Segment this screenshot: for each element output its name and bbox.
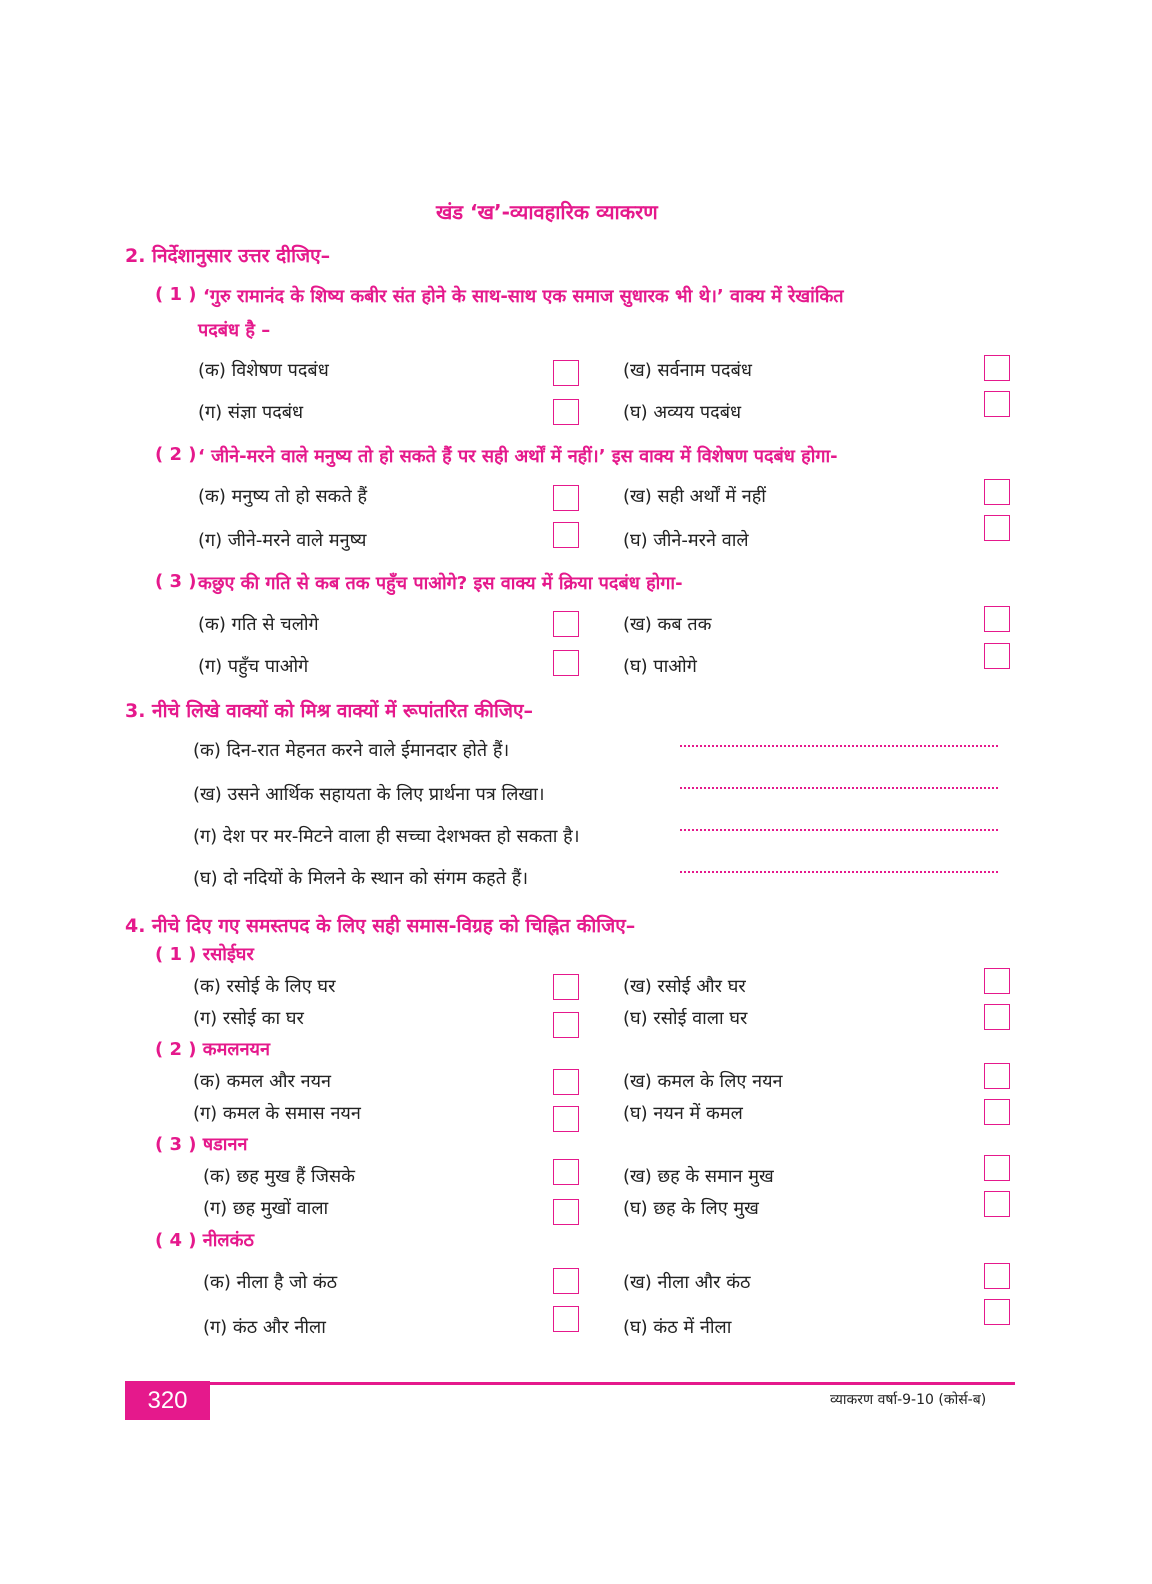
q2-p1-option-ga: (ग) संज्ञा पदबंध: [198, 402, 304, 423]
q4-part2-title: ( 2 ) कमलनयन: [155, 1039, 270, 1060]
q4-p1-checkbox-ga[interactable]: [553, 1012, 579, 1038]
q3-item-ga: (ग) देश पर मर-मिटने वाला ही सच्चा देशभक्त हो सकता है।: [193, 826, 580, 847]
q4-p3-checkbox-ka[interactable]: [553, 1159, 579, 1185]
q3-answer-line-gha[interactable]: [680, 871, 998, 873]
q2-p1-option-kha: (ख) सर्वनाम पदबंध: [623, 360, 752, 381]
q4-p4-option-ga: (ग) कंठ और नीला: [203, 1317, 326, 1338]
q4-p1-option-ka: (क) रसोई के लिए घर: [193, 976, 336, 997]
q3-answer-line-ga[interactable]: [680, 829, 998, 831]
question-2-heading: 2. निर्देशानुसार उत्तर दीजिए–: [125, 245, 331, 267]
q2-part2-number: ( 2 ): [155, 444, 197, 465]
q4-p2-checkbox-ga[interactable]: [553, 1106, 579, 1132]
q2-p1-checkbox-kha[interactable]: [984, 355, 1010, 381]
q4-p4-option-gha: (घ) कंठ में नीला: [623, 1317, 732, 1338]
section-title: खंड ‘ख’-व्यावहारिक व्याकरण: [436, 200, 658, 224]
page-number: 320: [125, 1381, 210, 1420]
q4-p1-option-kha: (ख) रसोई और घर: [623, 976, 746, 997]
q2-p3-option-gha: (घ) पाओगे: [623, 656, 697, 677]
q4-p2-option-ga: (ग) कमल के समास नयन: [193, 1103, 361, 1124]
q4-p3-checkbox-ga[interactable]: [553, 1199, 579, 1225]
q2-p3-checkbox-ga[interactable]: [553, 650, 579, 676]
q3-item-gha: (घ) दो नदियों के मिलने के स्थान को संगम कहते हैं।: [193, 868, 529, 889]
q3-answer-line-ka[interactable]: [680, 745, 998, 747]
q2-p1-option-ka: (क) विशेषण पदबंध: [198, 360, 329, 381]
q4-p3-option-ga: (ग) छह मुखों वाला: [203, 1198, 329, 1219]
q2-p2-checkbox-kha[interactable]: [984, 479, 1010, 505]
q4-p2-option-ka: (क) कमल और नयन: [193, 1071, 332, 1092]
q3-item-kha: (ख) उसने आर्थिक सहायता के लिए प्रार्थना पत्र लिखा।: [193, 784, 545, 805]
q2-p3-checkbox-ka[interactable]: [553, 611, 579, 637]
q4-p3-option-ka: (क) छह मुख हैं जिसके: [203, 1166, 355, 1187]
q4-p1-checkbox-kha[interactable]: [984, 968, 1010, 994]
q4-p4-checkbox-gha[interactable]: [984, 1299, 1010, 1325]
q2-p2-option-ka: (क) मनुष्य तो हो सकते हैं: [198, 486, 368, 507]
q2-p2-checkbox-gha[interactable]: [984, 515, 1010, 541]
q4-p1-option-ga: (ग) रसोई का घर: [193, 1008, 304, 1029]
q2-p1-checkbox-ka[interactable]: [553, 360, 579, 386]
q2-p1-checkbox-ga[interactable]: [553, 399, 579, 425]
q4-p2-checkbox-ka[interactable]: [553, 1069, 579, 1095]
q4-p2-option-kha: (ख) कमल के लिए नयन: [623, 1071, 783, 1092]
q4-p1-option-gha: (घ) रसोई वाला घर: [623, 1008, 748, 1029]
q4-part3-title: ( 3 ) षडानन: [155, 1134, 248, 1155]
q4-p3-checkbox-kha[interactable]: [984, 1155, 1010, 1181]
book-title: व्याकरण वर्षा-9-10 (कोर्स-ब): [830, 1392, 987, 1408]
q3-answer-line-kha[interactable]: [680, 787, 998, 789]
q4-p1-checkbox-ka[interactable]: [553, 974, 579, 1000]
q2-p3-option-kha: (ख) कब तक: [623, 614, 712, 635]
q4-part4-title: ( 4 ) नीलकंठ: [155, 1230, 254, 1251]
q2-p2-option-gha: (घ) जीने-मरने वाले: [623, 530, 749, 551]
footer-rule: [210, 1382, 1015, 1385]
q2-part1-text: ‘गुरु रामानंद के शिष्य कबीर संत होने के साथ-साथ एक समाज सुधारक भी थे।’ वाक्य में रेखांकित: [203, 286, 844, 307]
q4-p2-checkbox-kha[interactable]: [984, 1063, 1010, 1089]
q2-p2-checkbox-ga[interactable]: [553, 522, 579, 548]
q4-p4-option-kha: (ख) नीला और कंठ: [623, 1272, 751, 1293]
q3-item-ka: (क) दिन-रात मेहनत करने वाले ईमानदार होते हैं।: [193, 740, 510, 761]
q2-part2-text: ‘ जीने-मरने वाले मनुष्य तो हो सकते हैं पर सही अर्थों में नहीं।’ इस वाक्य में विशेषण पदबंध होगा-: [198, 446, 838, 467]
q2-p1-option-gha: (घ) अव्यय पदबंध: [623, 402, 742, 423]
q4-p3-checkbox-gha[interactable]: [984, 1191, 1010, 1217]
q2-part1-number: ( 1 ): [155, 284, 197, 305]
q2-p2-option-ga: (ग) जीने-मरने वाले मनुष्य: [198, 530, 367, 551]
q2-p3-checkbox-kha[interactable]: [984, 606, 1010, 632]
q4-p3-option-gha: (घ) छह के लिए मुख: [623, 1198, 759, 1219]
question-4-heading: 4. नीचे दिए गए समस्तपद के लिए सही समास-विग्रह को चिह्नित कीजिए–: [125, 915, 636, 937]
q4-p2-checkbox-gha[interactable]: [984, 1099, 1010, 1125]
q2-p2-checkbox-ka[interactable]: [553, 485, 579, 511]
q4-p4-checkbox-ka[interactable]: [553, 1268, 579, 1294]
q2-part3-text: कछुए की गति से कब तक पहुँच पाओगे? इस वाक्य में क्रिया पदबंध होगा-: [198, 573, 683, 594]
q4-p3-option-kha: (ख) छह के समान मुख: [623, 1166, 774, 1187]
q2-p2-option-kha: (ख) सही अर्थों में नहीं: [623, 486, 766, 507]
q2-p1-checkbox-gha[interactable]: [984, 391, 1010, 417]
q4-p4-option-ka: (क) नीला है जो कंठ: [203, 1272, 338, 1293]
q2-p3-option-ga: (ग) पहुँच पाओगे: [198, 656, 309, 677]
q4-part1-title: ( 1 ) रसोईघर: [155, 944, 254, 965]
q4-p4-checkbox-kha[interactable]: [984, 1263, 1010, 1289]
q2-p3-checkbox-gha[interactable]: [984, 643, 1010, 669]
q4-p4-checkbox-ga[interactable]: [553, 1306, 579, 1332]
question-3-heading: 3. नीचे लिखे वाक्यों को मिश्र वाक्यों में रूपांतरित कीजिए–: [125, 700, 534, 722]
q4-p2-option-gha: (घ) नयन में कमल: [623, 1103, 743, 1124]
q2-p3-option-ka: (क) गति से चलोगे: [198, 614, 319, 635]
q4-p1-checkbox-gha[interactable]: [984, 1004, 1010, 1030]
q2-part1-text-cont: पदबंध है –: [198, 320, 271, 341]
q2-part3-number: ( 3 ): [155, 571, 197, 592]
